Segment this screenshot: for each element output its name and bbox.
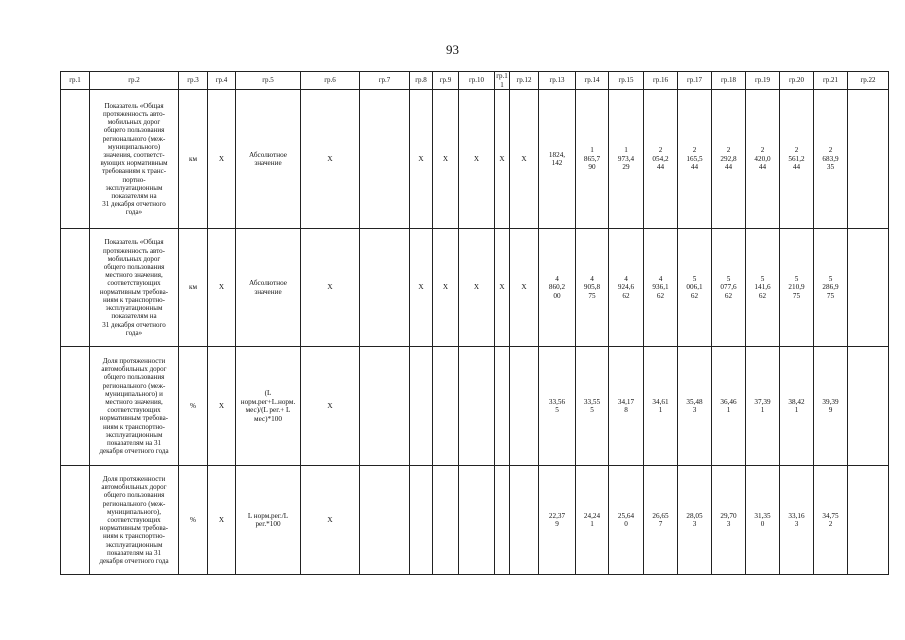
table-cell xyxy=(360,229,410,347)
value-cell: 34,17 8 xyxy=(609,347,644,466)
formula-cell: Абсолютное значение xyxy=(236,90,301,229)
value-cell: 2 561,2 44 xyxy=(780,90,814,229)
table-row xyxy=(61,347,889,466)
indicator-name-cell: Показатель «Общая протяженность авто- мобильных дорог общего пользования регионального (меж- муниципального) значения, соответст- вующих нормативным требованиям к транс- портно- эксплуатационным показателям на 31 декабря отчетного года» xyxy=(90,90,179,229)
table-cell xyxy=(510,347,539,466)
header-cell: гр.14 xyxy=(576,72,609,90)
table-cell xyxy=(360,466,410,575)
value-cell: 31,35 0 xyxy=(746,466,780,575)
value-cell: 5 286,9 75 xyxy=(814,229,848,347)
header-cell: гр.8 xyxy=(410,72,433,90)
header-cell: гр.9 xyxy=(433,72,459,90)
unit-cell: % xyxy=(179,466,208,575)
table-cell: X xyxy=(208,466,236,575)
table-cell xyxy=(61,90,90,229)
value-cell: 28,05 3 xyxy=(678,466,712,575)
table-cell xyxy=(433,466,459,575)
header-cell: гр.10 xyxy=(459,72,495,90)
value-cell: 22,37 9 xyxy=(539,466,576,575)
table-cell: X xyxy=(459,229,495,347)
table-cell: X xyxy=(208,90,236,229)
header-cell: гр.17 xyxy=(678,72,712,90)
header-cell: гр.20 xyxy=(780,72,814,90)
indicator-table xyxy=(60,71,889,575)
indicator-name-cell: Показатель «Общая протяженность авто- мобильных дорог общего пользования местного значения, соответствующих нормативным требова- ниям к транспортно- эксплуатационным показателям на 31 декабря отчетного года» xyxy=(90,229,179,347)
table-cell xyxy=(433,347,459,466)
header-cell: гр.21 xyxy=(814,72,848,90)
value-cell: 2 165,5 44 xyxy=(678,90,712,229)
table-cell: X xyxy=(301,90,360,229)
table-row xyxy=(61,90,889,229)
table-cell xyxy=(61,347,90,466)
header-cell: гр.1 xyxy=(61,72,90,90)
value-cell: 26,65 7 xyxy=(644,466,678,575)
table-cell xyxy=(410,347,433,466)
table-cell xyxy=(495,466,510,575)
header-cell: гр.22 xyxy=(848,72,889,90)
table-cell xyxy=(360,90,410,229)
header-cell: гр.6 xyxy=(301,72,360,90)
value-cell: 33,16 3 xyxy=(780,466,814,575)
value-cell: 37,39 1 xyxy=(746,347,780,466)
table-cell xyxy=(495,347,510,466)
formula-cell: Абсолютное значение xyxy=(236,229,301,347)
value-cell: 5 077,6 62 xyxy=(712,229,746,347)
table-cell xyxy=(848,347,889,466)
unit-cell: % xyxy=(179,347,208,466)
header-cell: гр.2 xyxy=(90,72,179,90)
table-cell: X xyxy=(208,229,236,347)
value-cell: 25,64 0 xyxy=(609,466,644,575)
table-cell: X xyxy=(510,90,539,229)
table-cell xyxy=(61,466,90,575)
table-cell: X xyxy=(433,90,459,229)
indicator-name-cell: Доля протяженности автомобильных дорог общего пользования регионального (меж- муниципального) и местного значения, соответствующих нормативным требова- ниям к транспортно- эксплуатационным показателям на 31 декабря отчетного года xyxy=(90,347,179,466)
table-cell: X xyxy=(510,229,539,347)
table-cell: X xyxy=(433,229,459,347)
table-row xyxy=(61,229,889,347)
table-cell: X xyxy=(301,466,360,575)
page-number: 93 xyxy=(446,42,459,57)
value-cell: 1 973,4 29 xyxy=(609,90,644,229)
value-cell: 1 865,7 90 xyxy=(576,90,609,229)
value-cell: 38,42 1 xyxy=(780,347,814,466)
value-cell: 4 936,1 62 xyxy=(644,229,678,347)
value-cell: 4 924,6 62 xyxy=(609,229,644,347)
value-cell: 34,75 2 xyxy=(814,466,848,575)
value-cell: 2 292,8 44 xyxy=(712,90,746,229)
value-cell: 33,55 5 xyxy=(576,347,609,466)
header-cell: гр.19 xyxy=(746,72,780,90)
table-cell xyxy=(848,90,889,229)
table-cell xyxy=(360,347,410,466)
value-cell: 33,56 5 xyxy=(539,347,576,466)
formula-cell: (L норм.рег+L.норм. мес)/(L рег.+ L мес)*100 xyxy=(236,347,301,466)
indicator-name-cell: Доля протяженности автомобильных дорог общего пользования регионального (меж- муниципального), соответствующих нормативным требова- ниям к транспортно- эксплуатационным показателям на 31 декабря отчетного года xyxy=(90,466,179,575)
formula-cell: L норм.рег./L рег.*100 xyxy=(236,466,301,575)
header-row xyxy=(61,72,889,90)
value-cell: 36,46 1 xyxy=(712,347,746,466)
table-cell: X xyxy=(459,90,495,229)
header-cell: гр.12 xyxy=(510,72,539,90)
table-cell: X xyxy=(301,229,360,347)
header-cell: гр.18 xyxy=(712,72,746,90)
table-cell: X xyxy=(410,90,433,229)
value-cell: 2 054,2 44 xyxy=(644,90,678,229)
value-cell: 29,70 3 xyxy=(712,466,746,575)
value-cell: 4 905,8 75 xyxy=(576,229,609,347)
table-cell xyxy=(459,466,495,575)
value-cell: 5 141,6 62 xyxy=(746,229,780,347)
value-cell: 5 006,1 62 xyxy=(678,229,712,347)
value-cell: 1824, 142 xyxy=(539,90,576,229)
table-cell: X xyxy=(495,90,510,229)
unit-cell: км xyxy=(179,90,208,229)
table-cell: X xyxy=(208,347,236,466)
table-cell xyxy=(410,466,433,575)
header-cell: гр.13 xyxy=(539,72,576,90)
value-cell: 5 210,9 75 xyxy=(780,229,814,347)
table-cell xyxy=(848,466,889,575)
table-cell xyxy=(459,347,495,466)
header-cell: гр.4 xyxy=(208,72,236,90)
value-cell: 2 683,9 35 xyxy=(814,90,848,229)
header-cell: гр.16 xyxy=(644,72,678,90)
table-cell xyxy=(848,229,889,347)
table-cell: X xyxy=(495,229,510,347)
table-row xyxy=(61,466,889,575)
table-cell xyxy=(61,229,90,347)
table-cell xyxy=(510,466,539,575)
value-cell: 24,24 1 xyxy=(576,466,609,575)
table-cell: X xyxy=(301,347,360,466)
header-cell: гр.3 xyxy=(179,72,208,90)
header-cell: гр.7 xyxy=(360,72,410,90)
unit-cell: км xyxy=(179,229,208,347)
value-cell: 4 860,2 00 xyxy=(539,229,576,347)
value-cell: 35,48 3 xyxy=(678,347,712,466)
table-cell: X xyxy=(410,229,433,347)
header-cell: гр.15 xyxy=(609,72,644,90)
value-cell: 2 420,0 44 xyxy=(746,90,780,229)
value-cell: 34,61 1 xyxy=(644,347,678,466)
header-cell: гр.5 xyxy=(236,72,301,90)
header-cell: гр.11 xyxy=(496,72,508,89)
value-cell: 39,39 9 xyxy=(814,347,848,466)
